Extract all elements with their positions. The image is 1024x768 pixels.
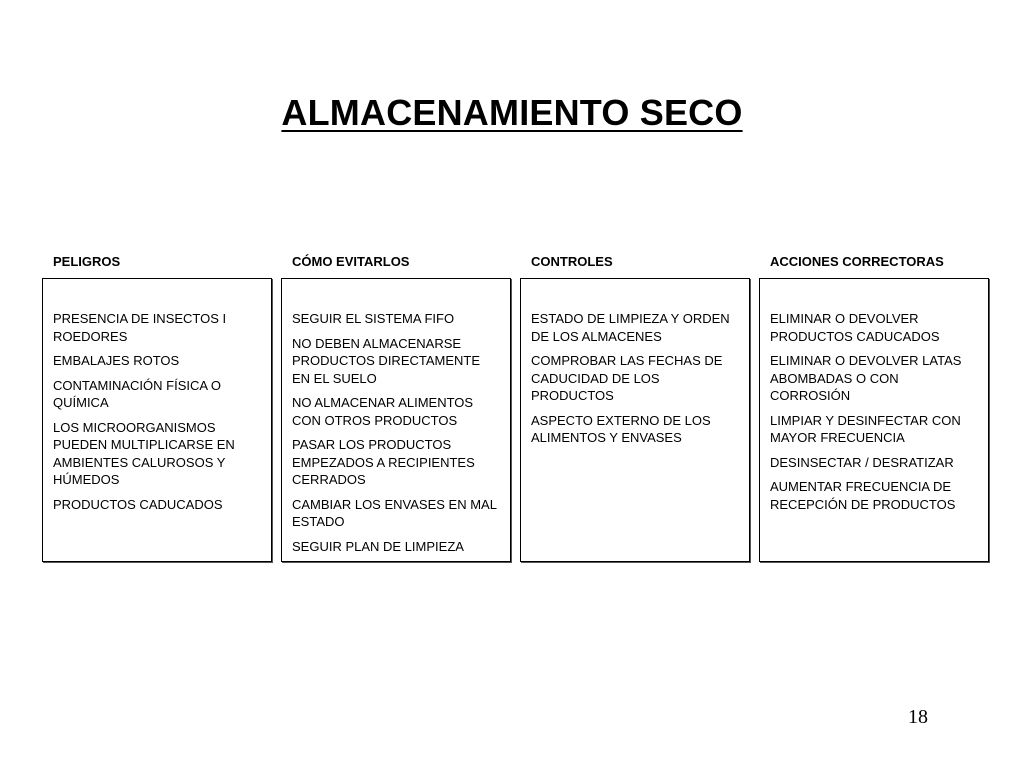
list-item: PRESENCIA DE INSECTOS I ROEDORES — [53, 311, 227, 344]
column-acciones-correctoras — [759, 254, 989, 562]
list-item: CONTAMINACIÓN FÍSICA O QUÍMICA — [53, 377, 222, 410]
column-controles — [520, 254, 750, 562]
list-item: SEGUIR EL SISTEMA FIFO — [292, 311, 455, 326]
list-item: EMBALAJES ROTOS — [53, 353, 180, 368]
list-item: LOS MICROORGANISMOS PUEDEN MULTIPLICARSE EN AMBIENTES CALUROSOS Y HÚMEDOS — [53, 419, 235, 487]
list-item: LIMPIAR Y DESINFECTAR CON MAYOR FRECUENCIA — [770, 412, 961, 445]
slide-title: ALMACENAMIENTO SECO — [281, 92, 743, 133]
list-item: AUMENTAR FRECUENCIA DE RECEPCIÓN DE PRODUCTOS — [770, 479, 956, 512]
page-number: 18 — [908, 706, 928, 728]
column-peligros — [42, 254, 272, 562]
list-item: PRODUCTOS CADUCADOS — [53, 496, 223, 512]
list-item: NO ALMACENAR ALIMENTOS CON OTROS PRODUCTOS — [292, 395, 474, 428]
column-header: PELIGROS — [53, 254, 121, 269]
column-box — [42, 278, 272, 562]
list-item: ESTADO DE LIMPIEZA Y ORDEN DE LOS ALMACENES — [531, 311, 730, 344]
list-item: CAMBIAR LOS ENVASES EN MAL ESTADO — [292, 496, 497, 529]
list-item: ASPECTO EXTERNO DE LOS ALIMENTOS Y ENVASES — [531, 412, 711, 445]
column-box — [520, 278, 750, 562]
column-box — [281, 278, 511, 562]
column-header: CÓMO EVITARLOS — [292, 254, 410, 269]
column-header: CONTROLES — [531, 254, 613, 269]
list-item: DESINSECTAR / DESRATIZAR — [770, 454, 954, 470]
list-item: ELIMINAR O DEVOLVER PRODUCTOS CADUCADOS — [770, 311, 940, 344]
list-item: PASAR LOS PRODUCTOS EMPEZADOS A RECIPIENTES CERRADOS — [292, 437, 475, 487]
column-box — [759, 278, 989, 562]
list-item: COMPROBAR LAS FECHAS DE CADUCIDAD DE LOS PRODUCTOS — [531, 353, 723, 403]
column-header: ACCIONES CORRECTORAS — [770, 254, 944, 269]
list-item: ELIMINAR O DEVOLVER LATAS ABOMBADAS O CON CORROSIÓN — [770, 353, 962, 403]
list-item: NO DEBEN ALMACENARSE PRODUCTOS DIRECTAMENTE EN EL SUELO — [292, 335, 481, 386]
list-item: SEGUIR PLAN DE LIMPIEZA — [292, 538, 464, 554]
column-como-evitarlos — [281, 254, 511, 562]
